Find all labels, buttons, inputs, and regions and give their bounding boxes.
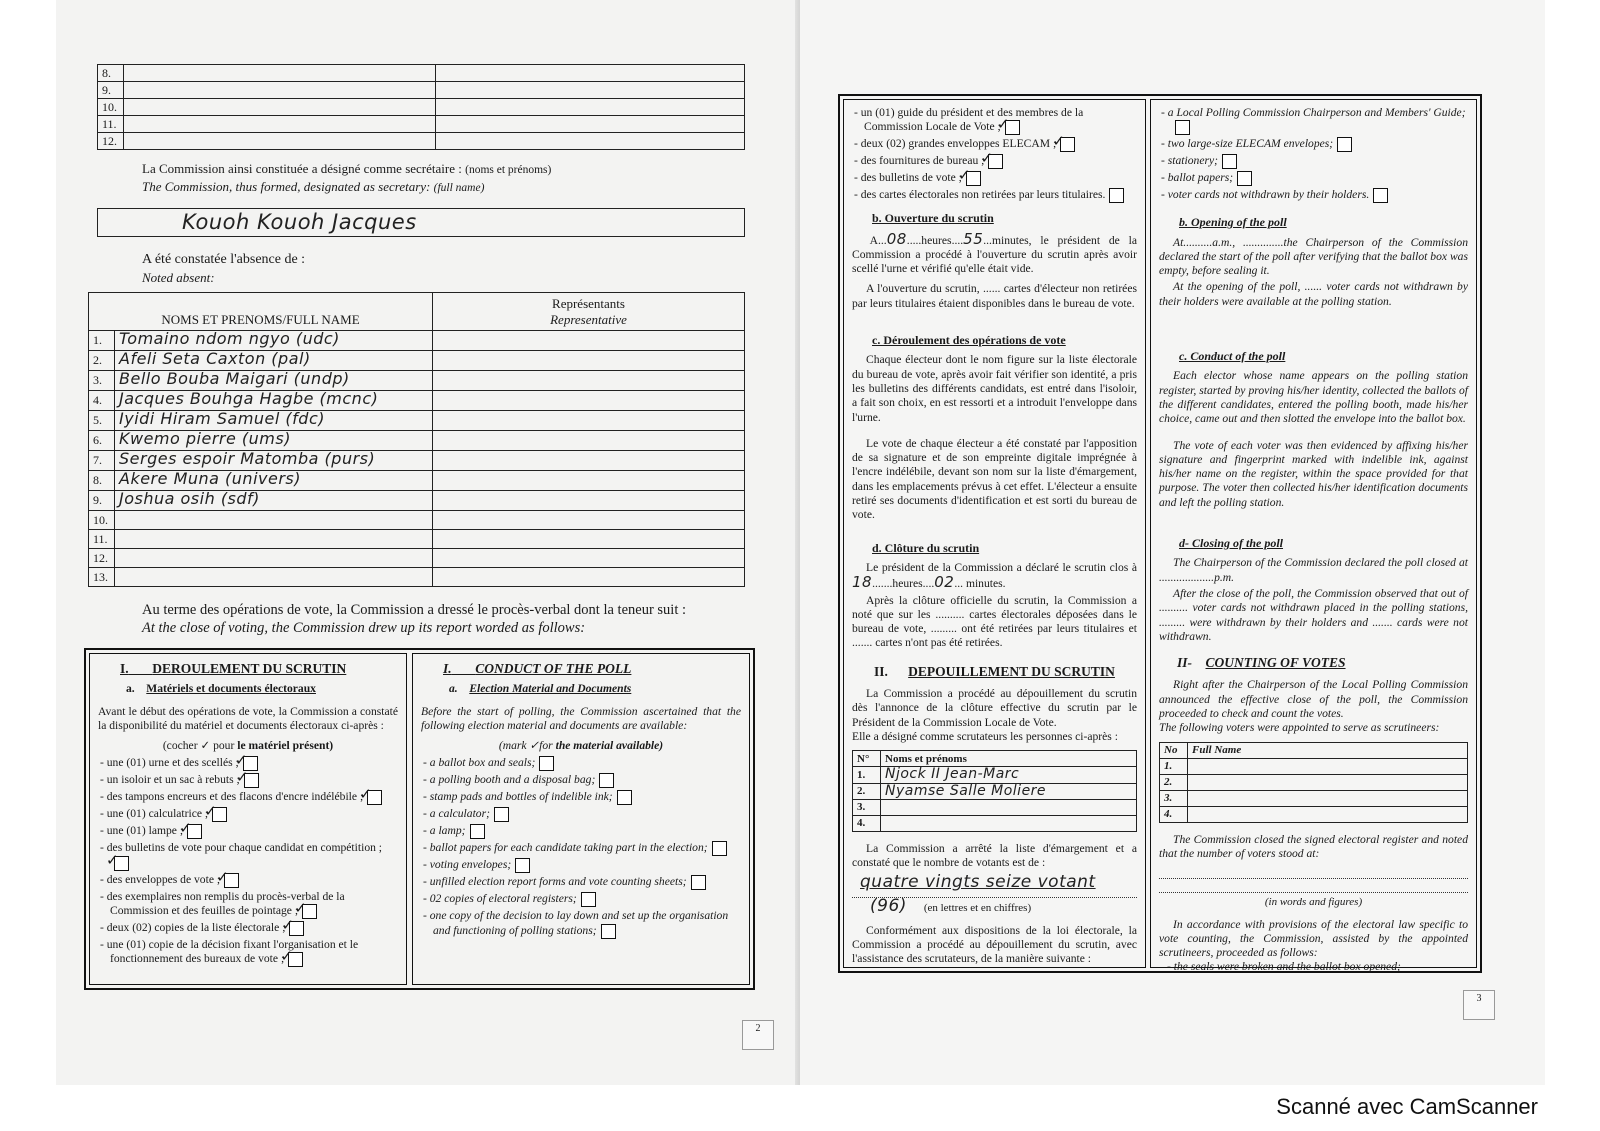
- absent-name-cell[interactable]: [115, 549, 433, 568]
- member-row: [98, 82, 745, 99]
- absent-row-number: 8.: [89, 471, 115, 491]
- scrut-number: 3.: [853, 799, 881, 815]
- opening-fr-p1: A...08.....heures....55...minutes, le président de la Commission a procédé à l'ouverture du scrutin après avoir scellé l'urne et vérifié qu'elle était vide.: [852, 229, 1137, 276]
- absent-rep-cell[interactable]: [433, 371, 745, 391]
- checkbox[interactable]: [212, 807, 227, 822]
- page-number-left: 2: [742, 1020, 774, 1050]
- member-rep-cell[interactable]: [436, 133, 745, 150]
- checkbox[interactable]: [1005, 120, 1020, 135]
- closing-en-p2: After the close of the poll, the Commission observed that out of .......... voter cards not withdrawn placed in the polling stations, ......... were withdrawn by their holders and ....... cards were not withdrawn.: [1159, 586, 1468, 643]
- absent-rep-cell[interactable]: [433, 549, 745, 568]
- material-en-item: - 02 copies of electoral registers;: [421, 892, 741, 907]
- counting-en-p3: The Commission closed the signed electoral register and noted that the number of voters stood at:: [1159, 832, 1468, 860]
- material-en-cont-item: - two large-size ELECAM envelopes;: [1159, 137, 1468, 152]
- section-fr-sub: a. Matériels et documents électoraux: [126, 682, 316, 696]
- scrut-name: Nyamse Salle Moliere: [885, 782, 1047, 799]
- absent-row-number: 7.: [89, 451, 115, 471]
- material-fr-item: - des exemplaires non remplis du procès-verbal de la Commission et des feuilles de pointage ;✓: [98, 890, 398, 919]
- material-fr-item: - des bulletins de vote pour chaque candidat en compétition ;✓: [98, 841, 398, 870]
- material-en-item: - unfilled election report forms and vote counting sheets;: [421, 875, 741, 890]
- material-en-item: - stamp pads and bottles of indelible ink;: [421, 790, 741, 805]
- counting-en-p2: The following voters were appointed to serve as scrutineers:: [1159, 721, 1440, 735]
- counting-fr-p4: Conformément aux dispositions de la loi électorale, la Commission a procédé au dépouillement du scrutin, avec l'assistance des scrutateurs, de la manière suivante :: [852, 923, 1137, 966]
- member-row-number: 9.: [98, 82, 124, 99]
- closing-en-p1: The Chairperson of the Commission declared the poll closed at ...................p.m.: [1159, 556, 1468, 584]
- scrut-fr-header-name: Noms et prénoms: [881, 751, 1137, 767]
- conduct-fr-head: c. Déroulement des opérations de vote: [872, 333, 1066, 348]
- page-number-right: 3: [1463, 990, 1495, 1020]
- scrutineer-fr-row: [853, 799, 1137, 815]
- conduct-en-p2: The vote of each voter was then evidenced by affixing his/her signature and fingerprint marked with indelible ink, against his/her name on the register, within the space provided for that purpose. The voter then collected his/her identification documents and left the polling station.: [1159, 438, 1468, 509]
- absent-name-cell[interactable]: [115, 511, 433, 530]
- absent-name-cell[interactable]: [115, 491, 433, 511]
- closing-minutes: 02: [934, 573, 955, 592]
- checkbox[interactable]: [1373, 188, 1388, 203]
- checkbox[interactable]: [470, 824, 485, 839]
- absent-row: [89, 431, 745, 451]
- scrut-number: 1.: [853, 767, 881, 783]
- scrut-name-cell[interactable]: [881, 799, 1137, 815]
- checkbox[interactable]: [1109, 188, 1124, 203]
- member-row: [98, 116, 745, 133]
- member-row-number: 10.: [98, 99, 124, 116]
- absent-name-cell[interactable]: [115, 451, 433, 471]
- voters-words: quatre vingts seize votant: [860, 872, 1096, 893]
- checkbox[interactable]: [289, 921, 304, 936]
- section-fr-para: Avant le début des opérations de vote, la Commission a constaté la disponibilité du matériel et documents électoraux ci-après :: [98, 704, 398, 732]
- scrutineers-table-fr: [852, 750, 1137, 832]
- member-rep-cell[interactable]: [436, 65, 745, 82]
- member-name-cell[interactable]: [124, 82, 436, 99]
- checkbox[interactable]: [691, 875, 706, 890]
- material-en-item: - a ballot box and seals;: [421, 756, 741, 771]
- absent-row-number: 5.: [89, 411, 115, 431]
- absent-name-cell[interactable]: [115, 331, 433, 351]
- checkbox[interactable]: [494, 807, 509, 822]
- absent-rep-cell[interactable]: [433, 331, 745, 351]
- voters-count-field-en-1[interactable]: [1159, 865, 1468, 879]
- opening-en-p2: At the opening of the poll, ...... voter cards not withdrawn by their holders were available at the polling station.: [1159, 280, 1468, 308]
- absence-label-en: Noted absent:: [142, 270, 215, 285]
- absent-name: Tomaino ndom ngyo (udc): [119, 329, 340, 348]
- absent-name-cell[interactable]: [115, 530, 433, 549]
- absent-name-cell[interactable]: [115, 391, 433, 411]
- words-note-en: (in words and figures): [1264, 896, 1363, 909]
- absent-row-number: 13.: [89, 568, 115, 587]
- absent-table-header-name: NOMS ET PRENOMS/FULL NAME: [89, 293, 433, 331]
- absent-table: [88, 292, 745, 587]
- conduct-en-p1: Each elector whose name appears on the polling station register, started by proving his/her identity, collected the ballots of the different candidates, entered the polling booth, made his/her choice, came out and then slotted the envelope into the ballot box.: [1159, 369, 1468, 426]
- member-row-number: 8.: [98, 65, 124, 82]
- checkbox[interactable]: [988, 154, 1003, 169]
- checkbox[interactable]: [1175, 120, 1190, 135]
- absent-rep-cell[interactable]: [433, 411, 745, 431]
- counting-en-p1: Right after the Chairperson of the Local Polling Commission announced the effective close of the poll, the Commission proceeded to check and count the votes.: [1159, 678, 1468, 721]
- scrut-name: Njock II Jean-Marc: [885, 766, 1020, 783]
- material-en-item: - a polling booth and a disposal bag;: [421, 773, 741, 788]
- section-en-sub: a. Election Material and Documents: [449, 682, 632, 696]
- scrut-name-cell[interactable]: [881, 767, 1137, 783]
- material-fr-cont-item: - des cartes électorales non retirées par leurs titulaires.: [852, 188, 1137, 203]
- right-en-column: [1150, 99, 1477, 974]
- opening-fr-head: b. Ouverture du scrutin: [872, 211, 994, 226]
- secretary-label-fr: La Commission ainsi constituée a désigné comme secrétaire : (noms et prénoms): [142, 161, 552, 176]
- counting-en-head: II- COUNTING OF VOTES: [1177, 655, 1346, 671]
- checkbox[interactable]: [599, 773, 614, 788]
- scrut-name-cell[interactable]: [1188, 806, 1468, 822]
- absent-rep-cell[interactable]: [433, 451, 745, 471]
- material-en-cont-item: - ballot papers;: [1159, 171, 1468, 186]
- absent-row: [89, 530, 745, 549]
- absent-rep-cell[interactable]: [433, 530, 745, 549]
- absent-row: [89, 391, 745, 411]
- checkbox[interactable]: [114, 856, 129, 871]
- absent-row-number: 2.: [89, 351, 115, 371]
- absent-name-cell[interactable]: [115, 351, 433, 371]
- scrut-name-cell[interactable]: [881, 815, 1137, 831]
- absent-row: [89, 411, 745, 431]
- checkbox[interactable]: [244, 773, 259, 788]
- secretary-name: Kouoh Kouoh Jacques: [182, 210, 417, 234]
- counting-fr-p2: Elle a désigné comme scrutateurs les personnes ci-après :: [852, 729, 1118, 743]
- scrutineer-en-row: [1160, 806, 1468, 822]
- member-name-cell[interactable]: [124, 65, 436, 82]
- absent-rep-cell[interactable]: [433, 351, 745, 371]
- material-fr-cont-item: - des fournitures de bureau ;✓: [852, 154, 1137, 169]
- conduct-en-head: c. Conduct of the poll: [1179, 349, 1286, 364]
- member-row: [98, 99, 745, 116]
- opening-minutes: 55: [963, 229, 984, 248]
- section-en-title: I. CONDUCT OF THE POLL: [443, 661, 632, 676]
- absent-row-number: 9.: [89, 491, 115, 511]
- member-row: [98, 65, 745, 82]
- material-en-item: - a calculator;: [421, 807, 741, 822]
- scrut-number: 4.: [853, 815, 881, 831]
- scrut-en-header-name: Full Name: [1188, 742, 1468, 758]
- scrutineer-en-row: [1160, 790, 1468, 806]
- closing-fr-p2: Après la clôture officielle du scrutin, la Commission a noté que sur les .......... cartes électorales déposées dans le bureau de vote, ......... ont été retirées par leurs titulaires et ....... cartes n'ont pas été retirées.: [852, 593, 1137, 650]
- absent-row: [89, 549, 745, 568]
- conduct-fr-p1: Chaque électeur dont le nom figure sur la liste électorale du bureau de vote, après avoir fait vérifier son identité, a pris les bulletins des différents candidats, est entré dans l'isoloir, a fait son choix, en est ressorti et a introduit l'enveloppe dans l'urne.: [852, 353, 1137, 424]
- scrut-name-cell[interactable]: [881, 783, 1137, 799]
- absent-table-header-rep: Représentants Representative: [433, 293, 745, 331]
- checkbox[interactable]: [1222, 154, 1237, 169]
- absent-name: Afeli Seta Caxton (pal): [119, 349, 311, 368]
- checkbox[interactable]: [539, 756, 554, 771]
- voters-count-field[interactable]: [852, 874, 1137, 898]
- material-fr-item: - une (01) copie de la décision fixant l'organisation et le fonctionnement des bureaux de vote ;✓: [98, 938, 398, 967]
- absent-row: [89, 371, 745, 391]
- checkbox[interactable]: [288, 952, 303, 967]
- absent-name: Serges espoir Matomba (purs): [119, 449, 376, 468]
- conduct-fr-p2: Le vote de chaque électeur a été constaté par l'apposition de sa signature et de son empreinte digitale imprégnée à l'encre indélébile, devant son nom sur la liste d'émargement, dans les emplacements prévus à cet effet. L'électeur a ensuite retiré ses documents d'identification et est sorti du bureau de vote.: [852, 436, 1137, 522]
- right-page-frame: [838, 94, 1482, 973]
- counting-en-p5: - the seals were broken and the ballot box opened;: [1167, 960, 1401, 974]
- absent-row-number: 1.: [89, 331, 115, 351]
- absent-name: Akere Muna (univers): [119, 469, 301, 488]
- absent-row: [89, 451, 745, 471]
- voters-figures-line: [870, 896, 1137, 917]
- absent-row: [89, 331, 745, 351]
- material-en-cont-item: - voter cards not withdrawn by their holders.: [1159, 188, 1468, 203]
- scrutineer-fr-row: [853, 815, 1137, 831]
- material-fr-cont-item: - un (01) guide du président et des membres de la Commission Locale de Vote ;✓: [852, 106, 1137, 135]
- closing-fr-p1: Le président de la Commission a déclaré le scrutin clos à 18.......heures....02... minutes.: [852, 560, 1137, 592]
- scrutineer-en-row: [1160, 774, 1468, 790]
- material-en-cont-item: - stationery;: [1159, 154, 1468, 169]
- material-fr-item: - des tampons encreurs et des flacons d'encre indélébile ;✓: [98, 790, 398, 805]
- checkbox[interactable]: [712, 841, 727, 856]
- material-en-item: - ballot papers for each candidate taking part in the election;: [421, 841, 741, 856]
- absent-name-cell[interactable]: [115, 431, 433, 451]
- scrutineer-fr-row: [853, 767, 1137, 783]
- absent-rep-cell[interactable]: [433, 491, 745, 511]
- checkbox[interactable]: [581, 892, 596, 907]
- absent-name: Kwemo pierre (ums): [119, 429, 291, 448]
- absent-rep-cell[interactable]: [433, 471, 745, 491]
- members-table-continued: [97, 64, 745, 150]
- material-fr-cont-item: - des bulletins de vote ;✓: [852, 171, 1137, 186]
- material-en-item: - voting envelopes;: [421, 858, 741, 873]
- member-row: [98, 133, 745, 150]
- checkbox[interactable]: [1060, 137, 1075, 152]
- absent-row: [89, 471, 745, 491]
- material-fr-item: - une (01) lampe ;✓: [98, 824, 398, 839]
- absent-row: [89, 511, 745, 530]
- right-fr-column: [843, 99, 1146, 968]
- section-fr-note: (cocher ✓ pour le matériel présent): [162, 739, 334, 753]
- absent-row-number: 12.: [89, 549, 115, 568]
- closing-en-head: d- Closing of the poll: [1179, 536, 1284, 551]
- voters-figures: (96): [870, 896, 907, 917]
- absent-rep-cell[interactable]: [433, 568, 745, 587]
- absent-row-number: 3.: [89, 371, 115, 391]
- opening-fr-p2: A l'ouverture du scrutin, ...... cartes d'électeur non retirées par leurs titulaires étaient disponibles dans le bureau de vote.: [852, 282, 1137, 310]
- voters-count-field-en-2[interactable]: [1159, 879, 1468, 893]
- absent-row: [89, 568, 745, 587]
- section-en-note: (mark ✓for the material available): [498, 739, 664, 753]
- scrut-number: 1.: [1160, 758, 1188, 774]
- member-rep-cell[interactable]: [436, 82, 745, 99]
- absent-name: Iyidi Hiram Samuel (fdc): [119, 409, 325, 428]
- scrut-number: 2.: [853, 783, 881, 799]
- material-fr-item: - un isoloir et un sac à rebuts ;✓: [98, 773, 398, 788]
- absent-name-cell[interactable]: [115, 568, 433, 587]
- words-note-fr: (en lettres et en chiffres): [923, 902, 1032, 915]
- counting-fr-head: II. DEPOUILLEMENT DU SCRUTIN: [874, 663, 1115, 679]
- material-en-cont-item: - a Local Polling Commission Chairperson and Members' Guide;: [1159, 106, 1468, 135]
- scrut-number: 2.: [1160, 774, 1188, 790]
- absent-row-number: 10.: [89, 511, 115, 530]
- section-fr-title: I. DEROULEMENT DU SCRUTIN: [120, 661, 347, 676]
- scrut-fr-header-no: N°: [853, 751, 881, 767]
- member-row-number: 11.: [98, 116, 124, 133]
- checkbox[interactable]: [1337, 137, 1352, 152]
- scrutineer-en-row: [1160, 758, 1468, 774]
- absent-row-number: 4.: [89, 391, 115, 411]
- secretary-field[interactable]: [97, 208, 745, 237]
- scrut-name-cell[interactable]: [1188, 774, 1468, 790]
- section-fr-column: [89, 653, 407, 985]
- member-name-cell[interactable]: [124, 133, 436, 150]
- closing-hour: 18: [852, 573, 873, 592]
- section-conduct-frame: [84, 648, 755, 990]
- secretary-label-en: The Commission, thus formed, designated as secretary: (full name): [142, 179, 485, 194]
- scrut-en-header-no: No: [1160, 742, 1188, 758]
- material-fr-item: - des enveloppes de vote ;✓: [98, 873, 398, 888]
- member-rep-cell[interactable]: [436, 99, 745, 116]
- report-intro-en: At the close of voting, the Commission drew up its report worded as follows:: [142, 620, 586, 636]
- scrut-number: 3.: [1160, 790, 1188, 806]
- section-en-para: Before the start of polling, the Commission ascertained that the following election material and documents are available:: [421, 704, 741, 732]
- absent-name: Jacques Bouhga Hagbe (mcnc): [119, 389, 379, 408]
- checkbox[interactable]: [1237, 171, 1252, 186]
- checkbox[interactable]: [515, 858, 530, 873]
- material-en-item: - a lamp;: [421, 824, 741, 839]
- scrut-name-cell[interactable]: [1188, 790, 1468, 806]
- opening-en-p1: At..........a.m., ..............the Chairperson of the Commission declared the start of the poll after verifying that the ballot box was empty, before sealing it.: [1159, 235, 1468, 278]
- material-fr-item: - une (01) calculatrice ;✓: [98, 807, 398, 822]
- counting-en-p4: In accordance with provisions of the electoral law specific to vote counting, the Commission, assisted by the appointed scrutineers, proceeded as follows:: [1159, 917, 1468, 960]
- scrut-name-cell[interactable]: [1188, 758, 1468, 774]
- member-name-cell[interactable]: [124, 116, 436, 133]
- checkbox[interactable]: [302, 904, 317, 919]
- absent-name: Joshua osih (sdf): [119, 489, 260, 508]
- report-intro-fr: Au terme des opérations de vote, la Commission a dressé le procès-verbal dont la teneur suit :: [142, 602, 687, 618]
- material-fr-cont-item: - deux (02) grandes enveloppes ELECAM ;✓: [852, 137, 1137, 152]
- material-fr-item: - deux (02) copies de la liste électorale ;✓: [98, 921, 398, 936]
- checkbox[interactable]: [367, 790, 382, 805]
- counting-fr-p1: La Commission a procédé au dépouillement du scrutin dès l'annonce de la clôture effective du scrutin par le Président de la Commission Locale de Vote.: [852, 687, 1137, 729]
- absent-rep-cell[interactable]: [433, 391, 745, 411]
- absent-rep-cell[interactable]: [433, 431, 745, 451]
- checkbox[interactable]: [224, 873, 239, 888]
- scrutineers-table-en: [1159, 742, 1468, 823]
- closing-fr-head: d. Clôture du scrutin: [872, 540, 980, 555]
- absent-name-cell[interactable]: [115, 371, 433, 391]
- opening-en-head: b. Opening of the poll: [1179, 215, 1287, 230]
- absent-name-cell[interactable]: [115, 411, 433, 431]
- absent-name-cell[interactable]: [115, 471, 433, 491]
- member-rep-cell[interactable]: [436, 116, 745, 133]
- absence-label-fr: A été constatée l'absence de :: [142, 252, 306, 267]
- checkbox[interactable]: [601, 924, 616, 939]
- absent-row-number: 11.: [89, 530, 115, 549]
- section-en-column: [412, 653, 750, 985]
- checkbox[interactable]: [966, 171, 981, 186]
- opening-hour: 08: [886, 229, 907, 248]
- scrut-number: 4.: [1160, 806, 1188, 822]
- material-fr-item: - une (01) urne et des scellés ;✓: [98, 756, 398, 771]
- material-en-item: - one copy of the decision to lay down and set up the organisation and functioning of polling stations;: [423, 909, 729, 937]
- absent-row: [89, 351, 745, 371]
- absent-row: [89, 491, 745, 511]
- checkbox[interactable]: [617, 790, 632, 805]
- absent-row-number: 6.: [89, 431, 115, 451]
- camscanner-footer: Scanné avec CamScanner: [1276, 1094, 1538, 1119]
- member-row-number: 12.: [98, 133, 124, 150]
- checkbox[interactable]: [187, 824, 202, 839]
- counting-fr-p3: La Commission a arrêté la liste d'émargement et a constaté que le nombre de votants est de :: [852, 841, 1137, 870]
- absent-name: Bello Bouba Maigari (undp): [119, 369, 350, 388]
- absent-rep-cell[interactable]: [433, 511, 745, 530]
- scrutineer-fr-row: [853, 783, 1137, 799]
- member-name-cell[interactable]: [124, 99, 436, 116]
